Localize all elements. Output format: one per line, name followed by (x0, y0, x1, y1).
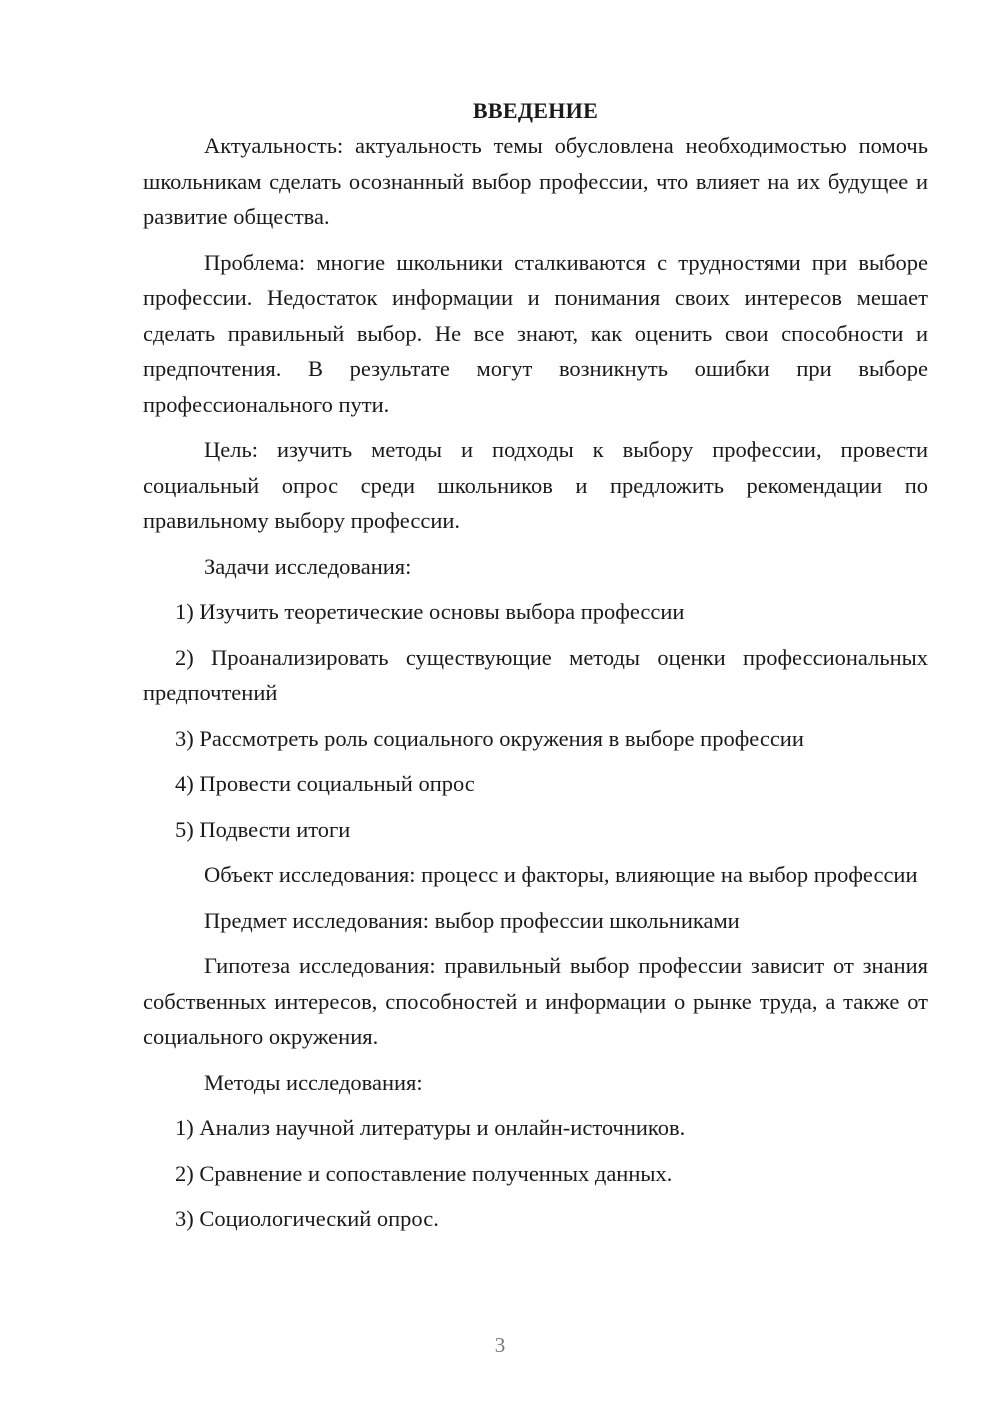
method-item: 1) Анализ научной литературы и онлайн-источников. (175, 1115, 686, 1140)
task-item: 4) Провести социальный опрос (175, 771, 475, 796)
problem-paragraph: Проблема: многие школьники сталкиваются с трудностями при выборе профессии. Недостаток информации и понимания своих интересов мешает сделать правильный выбор. Не все знают, как оценить свои способности и предпочтения. В результате могут возникнуть ошибки при выборе профессионального пути. (143, 249, 928, 417)
task-item: 2) Проанализировать существующие методы оценки профессиональных предпочтений (143, 644, 928, 705)
method-item: 3) Социологический опрос. (175, 1206, 439, 1231)
subject-paragraph: Предмет исследования: выбор профессии школьниками (204, 907, 740, 933)
task-item: 5) Подвести итоги (175, 816, 351, 842)
task-item: 1) Изучить теоретические основы выбора профессии (175, 599, 685, 624)
object-paragraph: Объект исследования: процесс и факторы, влияющие на выбор профессии (204, 862, 918, 887)
page-number: 3 (494, 1333, 506, 1357)
relevance-paragraph: Актуальность: актуальность темы обусловлена необходимостью помочь школьникам сделать осознанный выбор профессии, что влияет на их будущее и развитие общества. (143, 133, 928, 229)
goal-paragraph: Цель: изучить методы и подходы к выбору профессии, провести социальный опрос среди школьников и предложить рекомендации по правильному выбору профессии. (143, 437, 928, 533)
method-item: 2) Сравнение и сопоставление полученных данных. (175, 1160, 673, 1186)
task-item: 3) Рассмотреть роль социального окружения в выборе профессии (175, 725, 804, 751)
methods-heading: Методы исследования: (204, 1069, 423, 1095)
page-title: ВВЕДЕНИЕ (472, 98, 599, 123)
tasks-heading: Задачи исследования: (204, 553, 412, 579)
hypothesis-paragraph: Гипотеза исследования: правильный выбор профессии зависит от знания собственных интересов, способностей и информации о рынке труда, а также от социального окружения. (143, 953, 928, 1049)
